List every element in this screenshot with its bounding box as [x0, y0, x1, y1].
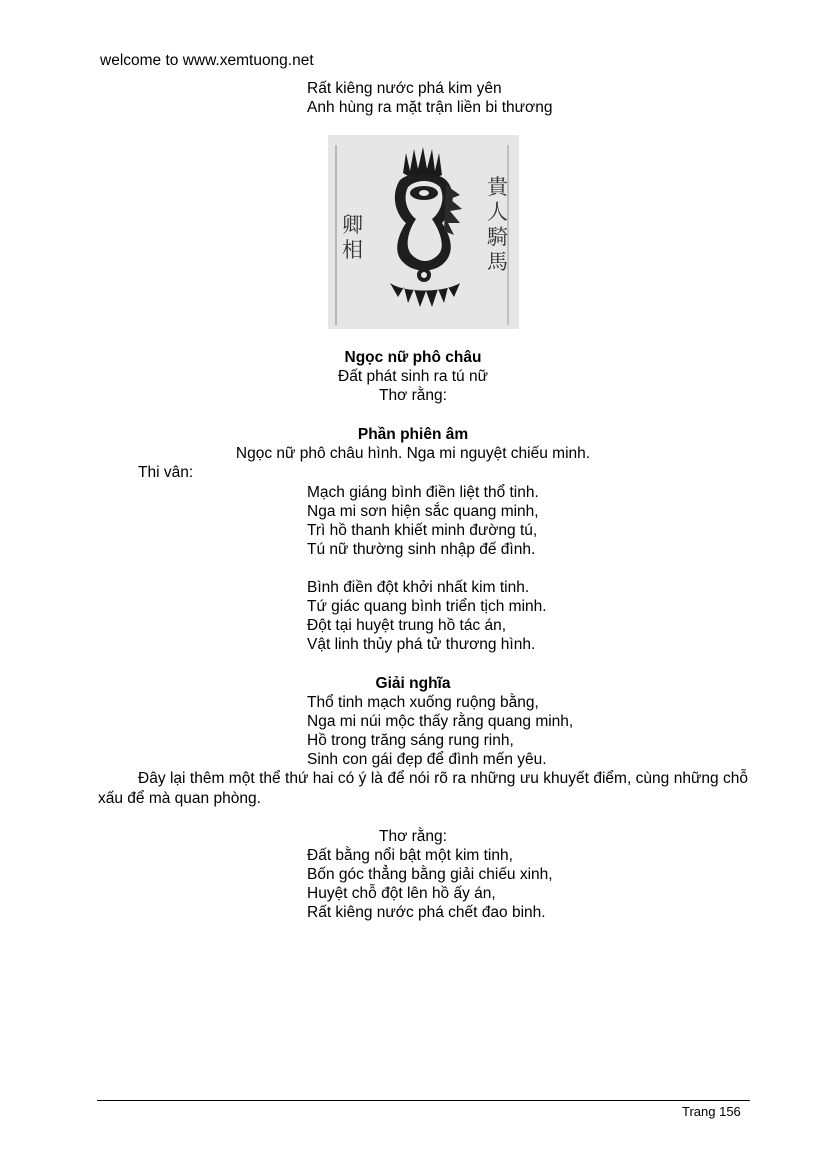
figure-caption-left: 卿相 — [342, 213, 363, 262]
figure-caption-right: 貴人騎馬 — [487, 175, 508, 274]
verse-line: Rất kiêng nước phá kim yên — [307, 80, 502, 97]
explanation-paragraph: Đây lại thêm một thể thứ hai có ý là để nói rõ ra những ưu khuyết điểm, cùng những chỗ xấu để mà quan phòng. — [98, 770, 748, 807]
second-poem-verse — [307, 846, 553, 922]
verse-line: Tú nữ thường sinh nhập đế đình. — [307, 541, 536, 558]
verse-line: Trì hồ thanh khiết minh đường tú, — [307, 522, 538, 539]
phien-am-line: Ngọc nữ phô châu hình. Nga mi nguyệt chiếu minh. — [235, 445, 591, 462]
phien-am-heading: Phần phiên âm — [357, 426, 469, 443]
verse-line: Tứ giác quang bình triển tịch minh. — [307, 598, 547, 615]
giai-nghia-heading: Giải nghĩa — [375, 675, 451, 692]
second-poem-intro: Thơ rằng: — [379, 828, 447, 845]
verse-line: Mạch giáng bình điền liệt thổ tinh. — [307, 484, 539, 501]
verse-line: Bình điền đột khởi nhất kim tinh. — [307, 579, 530, 596]
verse-line: Đột tại huyệt trung hồ tác án, — [307, 617, 507, 634]
verse-line: Rất kiêng nước phá chết đao binh. — [307, 904, 546, 921]
verse-line: Thổ tinh mạch xuống ruộng bằng, — [307, 694, 539, 711]
phien-am-stanza-1 — [307, 483, 539, 559]
giai-nghia-verse — [307, 693, 573, 769]
verse-line: Hồ trong trăng sáng rung rinh, — [307, 732, 514, 749]
section-title: Ngọc nữ phô châu — [344, 349, 482, 366]
thi-van-label: Thi vân: — [138, 464, 194, 481]
verse-line: Vật linh thủy phá tử thương hình. — [307, 636, 536, 653]
section-subtitle: Đất phát sinh ra tú nữ — [338, 368, 488, 385]
page-number: Trang 156 — [682, 1104, 741, 1119]
phien-am-stanza-2 — [307, 578, 547, 654]
verse-line: Nga mi núi mộc thấy rằng quang minh, — [307, 713, 574, 730]
verse-line: Sinh con gái đẹp để đình mến yêu. — [307, 751, 547, 768]
tomb-diagram-figure — [328, 135, 519, 329]
site-header: welcome to www.xemtuong.net — [100, 52, 314, 69]
verse-line: Huyệt chỗ đột lên hồ ấy án, — [307, 885, 496, 902]
intro-verse — [307, 79, 552, 117]
verse-line: Nga mi sơn hiện sắc quang minh, — [307, 503, 539, 520]
verse-line: Đất bằng nổi bật một kim tinh, — [307, 847, 513, 864]
poem-intro: Thơ rằng: — [379, 387, 447, 404]
verse-line: Bốn góc thẳng bằng giải chiếu xinh, — [307, 866, 553, 883]
footer-rule — [97, 1100, 750, 1101]
verse-line: Anh hùng ra mặt trận liền bi thương — [307, 99, 553, 116]
